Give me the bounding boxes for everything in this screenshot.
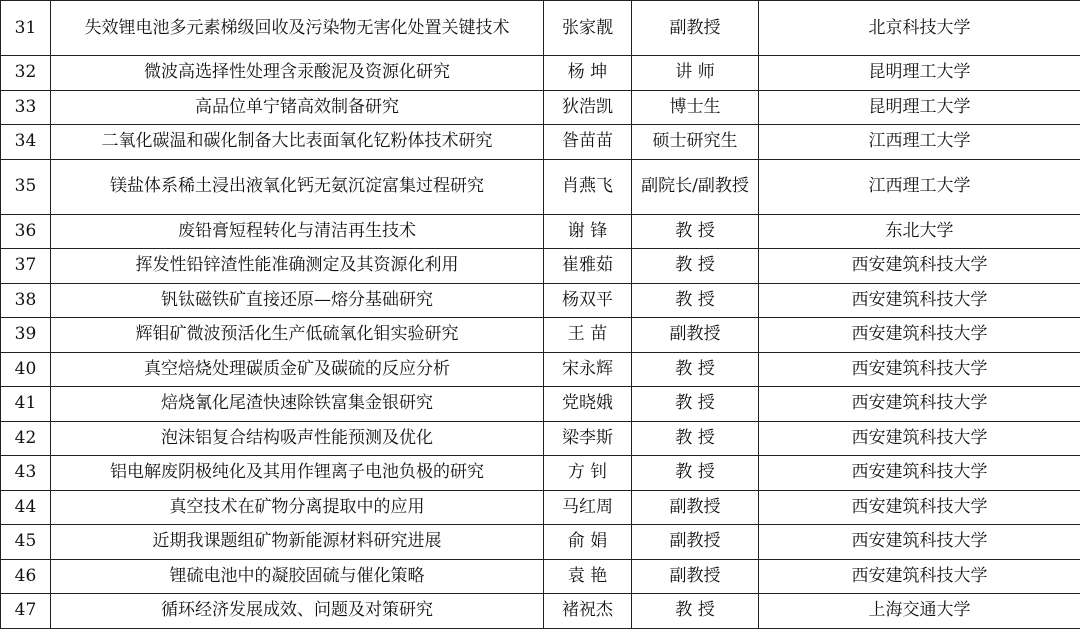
row-number: 43 [1, 456, 51, 491]
report-title: 焙烧氰化尾渣快速除铁富集金银研究 [51, 387, 544, 422]
row-number: 37 [1, 249, 51, 284]
row-number: 34 [1, 125, 51, 160]
speaker-name: 昝苗苗 [544, 125, 632, 160]
speaker-unit: 西安建筑科技大学 [759, 352, 1080, 387]
row-number: 46 [1, 559, 51, 594]
speaker-unit: 西安建筑科技大学 [759, 283, 1080, 318]
row-number: 31 [1, 1, 51, 56]
table-row [1, 490, 1080, 525]
row-number: 35 [1, 159, 51, 214]
speaker-name: 王 苗 [544, 318, 632, 353]
speaker-name: 褚祝杰 [544, 594, 632, 629]
row-number: 40 [1, 352, 51, 387]
speaker-unit: 上海交通大学 [759, 594, 1080, 629]
table-row [1, 1, 1080, 56]
speaker-position: 副院长/副教授 [632, 159, 759, 214]
speaker-position: 教 授 [632, 594, 759, 629]
speaker-name: 俞 娟 [544, 525, 632, 560]
report-title: 近期我课题组矿物新能源材料研究进展 [51, 525, 544, 560]
speaker-position: 教 授 [632, 456, 759, 491]
table-row [1, 387, 1080, 422]
speaker-position: 副教授 [632, 1, 759, 56]
speaker-unit: 东北大学 [759, 214, 1080, 249]
speaker-position: 副教授 [632, 559, 759, 594]
speaker-position: 硕士研究生 [632, 125, 759, 160]
speaker-unit: 江西理工大学 [759, 125, 1080, 160]
speaker-name: 马红周 [544, 490, 632, 525]
speaker-position: 副教授 [632, 525, 759, 560]
report-title: 铝电解废阴极纯化及其用作锂离子电池负极的研究 [51, 456, 544, 491]
speaker-unit: 江西理工大学 [759, 159, 1080, 214]
speaker-name: 谢 锋 [544, 214, 632, 249]
speaker-position: 副教授 [632, 318, 759, 353]
table-row [1, 559, 1080, 594]
report-title: 泡沫铝复合结构吸声性能预测及优化 [51, 421, 544, 456]
speaker-unit: 西安建筑科技大学 [759, 490, 1080, 525]
speaker-unit: 西安建筑科技大学 [759, 318, 1080, 353]
speaker-name: 杨 坤 [544, 56, 632, 91]
table-row [1, 214, 1080, 249]
report-title: 废铅膏短程转化与清洁再生技术 [51, 214, 544, 249]
table-row [1, 421, 1080, 456]
report-title: 失效锂电池多元素梯级回收及污染物无害化处置关键技术 [51, 1, 544, 56]
speaker-position: 教 授 [632, 421, 759, 456]
table-row [1, 249, 1080, 284]
speaker-name: 杨双平 [544, 283, 632, 318]
row-number: 39 [1, 318, 51, 353]
speaker-name: 肖燕飞 [544, 159, 632, 214]
speaker-name: 崔雅茹 [544, 249, 632, 284]
table-row [1, 318, 1080, 353]
speaker-name: 狄浩凯 [544, 90, 632, 125]
table-body [1, 1, 1080, 629]
row-number: 38 [1, 283, 51, 318]
row-number: 44 [1, 490, 51, 525]
report-title: 真空技术在矿物分离提取中的应用 [51, 490, 544, 525]
table-row [1, 456, 1080, 491]
table-row [1, 525, 1080, 560]
speaker-unit: 西安建筑科技大学 [759, 249, 1080, 284]
report-title: 镁盐体系稀土浸出液氧化钙无氨沉淀富集过程研究 [51, 159, 544, 214]
report-title: 真空焙烧处理碳质金矿及碳硫的反应分析 [51, 352, 544, 387]
table-row [1, 159, 1080, 214]
table-row [1, 283, 1080, 318]
report-title: 二氧化碳温和碳化制备大比表面氧化钇粉体技术研究 [51, 125, 544, 160]
speaker-name: 梁李斯 [544, 421, 632, 456]
speaker-unit: 西安建筑科技大学 [759, 421, 1080, 456]
speaker-unit: 昆明理工大学 [759, 90, 1080, 125]
speaker-name: 张家靓 [544, 1, 632, 56]
speaker-position: 讲 师 [632, 56, 759, 91]
report-title: 循环经济发展成效、问题及对策研究 [51, 594, 544, 629]
row-number: 36 [1, 214, 51, 249]
speaker-name: 袁 艳 [544, 559, 632, 594]
row-number: 47 [1, 594, 51, 629]
report-title: 锂硫电池中的凝胶固硫与催化策略 [51, 559, 544, 594]
row-number: 45 [1, 525, 51, 560]
report-title: 挥发性铅锌渣性能准确测定及其资源化利用 [51, 249, 544, 284]
speaker-position: 副教授 [632, 490, 759, 525]
speaker-position: 博士生 [632, 90, 759, 125]
speaker-name: 宋永辉 [544, 352, 632, 387]
speaker-position: 教 授 [632, 387, 759, 422]
speaker-position: 教 授 [632, 352, 759, 387]
speaker-position: 教 授 [632, 283, 759, 318]
speaker-unit: 昆明理工大学 [759, 56, 1080, 91]
table-row [1, 352, 1080, 387]
speaker-unit: 西安建筑科技大学 [759, 387, 1080, 422]
speaker-unit: 西安建筑科技大学 [759, 456, 1080, 491]
table-row [1, 125, 1080, 160]
speaker-position: 教 授 [632, 249, 759, 284]
report-title: 辉钼矿微波预活化生产低硫氧化钼实验研究 [51, 318, 544, 353]
table-row [1, 56, 1080, 91]
row-number: 32 [1, 56, 51, 91]
report-title: 钒钛磁铁矿直接还原—熔分基础研究 [51, 283, 544, 318]
report-title: 微波高选择性处理含汞酸泥及资源化研究 [51, 56, 544, 91]
report-title: 高品位单宁锗高效制备研究 [51, 90, 544, 125]
speaker-unit: 西安建筑科技大学 [759, 525, 1080, 560]
row-number: 33 [1, 90, 51, 125]
row-number: 42 [1, 421, 51, 456]
speaker-unit: 北京科技大学 [759, 1, 1080, 56]
speaker-unit: 西安建筑科技大学 [759, 559, 1080, 594]
row-number: 41 [1, 387, 51, 422]
table-row [1, 90, 1080, 125]
speaker-name: 方 钊 [544, 456, 632, 491]
table-row [1, 594, 1080, 629]
speaker-position: 教 授 [632, 214, 759, 249]
speaker-name: 党晓娥 [544, 387, 632, 422]
